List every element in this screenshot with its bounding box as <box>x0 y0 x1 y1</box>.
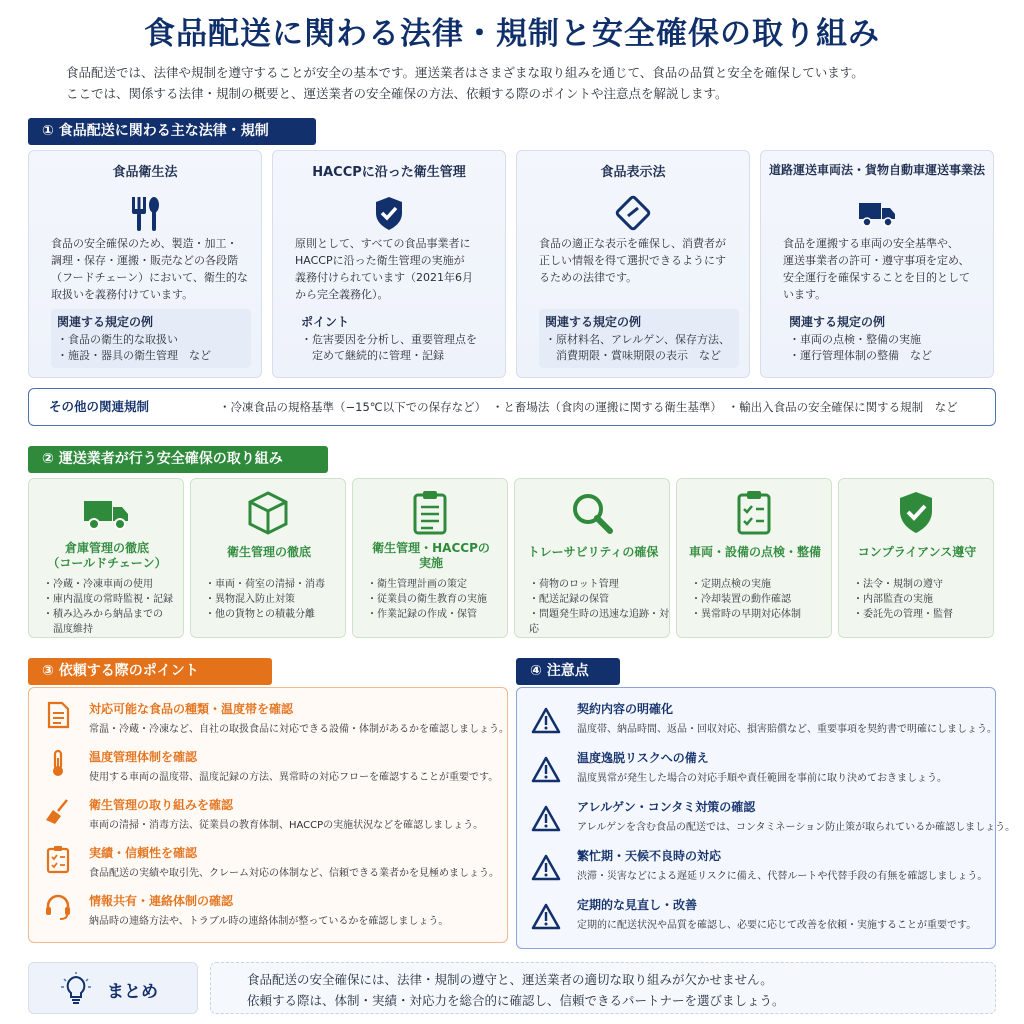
summary-label: まとめ <box>107 982 158 1002</box>
examples-title: 関連する規定の例 <box>57 315 154 329</box>
thermometer-icon <box>43 748 73 778</box>
list-item: ・荷物のロット管理 <box>529 579 619 590</box>
caution-item <box>517 700 995 748</box>
desc-line: 食品を運搬する車両の安全基準や、 <box>783 237 959 250</box>
title-line: コンプライアンス遵守 <box>857 545 977 559</box>
title-line: 車両・設備の点検・整備 <box>688 545 821 559</box>
list-item: ・異常時の早期対応体制 <box>691 609 801 620</box>
point-title: 対応可能な食品の種類・温度帯を確認 <box>89 702 294 716</box>
law-description <box>539 235 739 286</box>
example-item: ・施設・器具の衛生管理 など <box>57 349 211 362</box>
measure-list <box>853 577 993 622</box>
law-examples <box>539 309 739 368</box>
list-item: ・委託先の管理・監督 <box>853 609 953 620</box>
caution-desc: 定期的に配送状況や品質を確認し、必要に応じて改善を依頼・実施することが重要です。 <box>577 920 977 931</box>
magnifier-icon <box>566 487 618 539</box>
desc-line: 調理・保存・運搬・販売などの各段階 <box>51 254 238 267</box>
list-item: ・法令・規制の遵守 <box>853 579 943 590</box>
title-line: （コールドチェーン） <box>47 556 167 570</box>
example-item: 定めて継続的に管理・記録 <box>301 349 444 362</box>
desc-line: 食品の適正な表示を確保し、消費者が <box>539 237 726 250</box>
law-title: HACCPに沿った衛生管理 <box>312 165 466 180</box>
caution-desc: 渋滞・災害などによる遅延リスクに備え、代替ルートや代替手段の有無を確認しましょう。 <box>577 871 988 882</box>
point-desc: 常温・冷蔵・冷凍など、自社の取扱食品に対応できる設備・体制があるかを確認しましょう。 <box>89 724 509 735</box>
page-title: 食品配送に関わる法律・規制と安全確保の取り組み <box>144 16 880 52</box>
point-title: 衛生管理の取り組みを確認 <box>89 798 234 812</box>
example-item: ・車両の点検・整備の実施 <box>789 333 921 346</box>
section-heading-measures: ② 運送業者が行う安全確保の取り組み <box>28 446 328 473</box>
title-line: 倉庫管理の徹底 <box>64 541 149 555</box>
desc-line: から完全義務化）。 <box>295 288 389 301</box>
summary-label-box <box>28 962 198 1014</box>
desc-line: 運送事業者の許可・遵守事項を定め、 <box>783 254 970 267</box>
warning-icon <box>531 706 561 736</box>
point-item <box>29 892 507 940</box>
checklist-icon <box>43 844 73 874</box>
caution-title: 定期的な見直し・改善 <box>577 898 698 912</box>
title-line: 衛生管理の徹底 <box>226 545 311 559</box>
examples-title: 関連する規定の例 <box>545 315 642 329</box>
law-examples <box>295 309 495 368</box>
clipboard-icon <box>404 487 456 539</box>
warning-icon <box>531 902 561 932</box>
broom-icon <box>43 796 73 826</box>
other-text: ・冷凍食品の規格基準（−15℃以下での保存など） ・と畜場法（食肉の運搬に関する衛生基準） ・輸出入食品の安全確保に関する規制 など <box>219 400 958 414</box>
label-tag-icon <box>611 191 655 235</box>
title-line: トレーサビリティの確保 <box>527 545 659 559</box>
section-heading-points: ③ 依頼する際のポイント <box>28 658 272 685</box>
point-desc: 納品時の連絡方法や、トラブル時の連絡体制が整っているかを確認しましょう。 <box>89 916 449 927</box>
law-title: 食品衛生法 <box>112 165 178 180</box>
caution-title: アレルゲン・コンタミ対策の確認 <box>577 800 756 814</box>
measure-list <box>691 577 831 622</box>
law-card <box>760 150 994 378</box>
other-regulations <box>28 388 996 426</box>
example-item: ・食品の衛生的な取扱い <box>57 333 178 346</box>
caution-title: 温度逸脱リスクへの備え <box>577 751 709 765</box>
point-desc: 使用する車両の温度帯、温度記録の方法、異常時の対応フローを確認することが重要です。 <box>89 772 499 783</box>
caution-title: 契約内容の明確化 <box>577 702 674 716</box>
list-item: ・冷蔵・冷凍車両の使用 <box>43 579 153 590</box>
list-item: ・内部監査の実施 <box>853 594 933 605</box>
desc-line: います。 <box>783 288 827 301</box>
intro-text <box>66 62 986 104</box>
list-item: ・定期点検の実施 <box>691 579 771 590</box>
intro-line: ここでは、関係する法律・規制の概要と、運送業者の安全確保の方法、依頼する際のポイントや注意点を解説します。 <box>66 86 728 101</box>
other-label: その他の関連規制 <box>49 399 150 414</box>
lightbulb-icon <box>59 971 93 1007</box>
warning-icon <box>531 755 561 785</box>
desc-line: 義務付けられています（2021年6月 <box>295 271 473 284</box>
example-item: ・運行管理体制の整備 など <box>789 349 932 362</box>
caution-item <box>517 798 1016 846</box>
measure-card <box>190 478 346 638</box>
measure-card <box>28 478 184 638</box>
intro-line: 食品配送では、法律や規制を遵守することが安全の基本です。運送業者はさまざまな取り組みを通じて、食品の品質と安全を確保しています。 <box>66 65 864 80</box>
list-item: ・積み込みから納品までの <box>43 609 163 620</box>
desc-line: 安全運行を確保することを目的として <box>783 271 970 284</box>
summary-text-box <box>210 962 996 1014</box>
measure-card <box>514 478 670 638</box>
law-description <box>295 235 495 303</box>
list-item: ・異物混入防止対策 <box>205 594 295 605</box>
law-card <box>272 150 506 378</box>
caution-item <box>517 896 995 944</box>
desc-line: 取扱いを義務付けています。 <box>51 288 194 301</box>
law-card <box>516 150 750 378</box>
point-item <box>29 748 507 796</box>
headset-icon <box>43 892 73 922</box>
measure-title <box>195 545 343 560</box>
point-desc: 食品配送の実績や取引先、クレーム対応の体制など、信頼できる業者かを見極めましょう。 <box>89 868 499 879</box>
cautions-panel <box>516 687 1016 949</box>
caution-desc: 温度異常が発生した場合の対応手順や責任範囲を事前に取り決めておきましょう。 <box>577 773 947 784</box>
shield-check-icon <box>890 487 942 539</box>
law-description <box>51 235 251 303</box>
list-item: ・作業記録の作成・保管 <box>367 609 477 620</box>
summary-line: 食品配送の安全確保には、法律・規制の遵守と、運送業者の適切な取り組みが欠かせません。 <box>247 972 773 987</box>
list-item: ・車両・荷室の清掃・消毒 <box>205 579 325 590</box>
example-item: 消費期限・賞味期限の表示 など <box>545 349 721 362</box>
fork-spoon-icon <box>123 191 167 235</box>
measure-list <box>205 577 345 622</box>
law-description <box>783 235 983 303</box>
box-icon <box>242 487 294 539</box>
list-item: ・従業員の衛生教育の実施 <box>367 594 487 605</box>
example-item: ・危害要因を分析し、重要管理点を <box>301 333 477 346</box>
desc-line: （フードチェーン）において、衛生的な <box>51 271 248 284</box>
measure-list <box>43 577 183 637</box>
measure-title <box>33 541 181 571</box>
example-item: ・原材料名、アレルゲン、保存方法、 <box>545 333 730 346</box>
list-item: ・問題発生時の迅速な追跡・対応 <box>529 609 669 635</box>
list-item: ・配送記録の保管 <box>529 594 609 605</box>
list-item: 温度維持 <box>43 624 93 635</box>
measure-title <box>519 545 667 560</box>
examples-title: 関連する規定の例 <box>789 315 886 329</box>
summary-line: 依頼する際は、体制・実績・対応力を総合的に確認し、信頼できるパートナーを選びましょう。 <box>247 993 785 1008</box>
measure-card <box>838 478 994 638</box>
section-heading-laws: ① 食品配送に関わる主な法律・規制 <box>28 118 316 145</box>
measure-title <box>357 541 505 571</box>
point-item <box>29 700 507 748</box>
title-line: 実施 <box>418 556 443 570</box>
point-item <box>29 844 507 892</box>
caution-desc: アレルゲンを含む食品の配送では、コンタミネーション防止策が取られているか確認しましょう。 <box>577 822 1016 833</box>
checklist-icon <box>728 487 780 539</box>
truck-icon <box>80 487 132 539</box>
point-item <box>29 796 507 844</box>
point-title: 情報共有・連絡体制の確認 <box>89 894 234 908</box>
title-line: 衛生管理・HACCPの <box>372 541 490 555</box>
points-panel <box>28 687 508 943</box>
point-desc: 車両の清掃・消毒方法、従業員の教育体制、HACCPの実施状況などを確認しましょう。 <box>89 820 484 831</box>
point-title: 実績・信頼性を確認 <box>89 846 198 860</box>
desc-line: 正しい情報を得て選択できるようにす <box>539 254 726 267</box>
caution-desc: 温度帯、納品時間、返品・回収対応、損害賠償など、重要事項を契約書で明確にしましょう。 <box>577 724 997 735</box>
truck-icon <box>855 191 899 235</box>
law-title: 道路運送車両法・貨物自動車運送事業法 <box>768 163 985 177</box>
desc-line: 食品の安全確保のため、製造・加工・ <box>51 237 238 250</box>
caution-item <box>517 749 995 797</box>
section-heading-cautions: ④ 注意点 <box>516 658 620 685</box>
measure-card <box>352 478 508 638</box>
list-item: ・庫内温度の常時監視・記録 <box>43 594 173 605</box>
law-card <box>28 150 262 378</box>
desc-line: るための法律です。 <box>539 271 638 284</box>
caution-title: 繁忙期・天候不良時の対応 <box>577 849 722 863</box>
desc-line: 原則として、すべての食品事業者に <box>295 237 471 250</box>
measure-card <box>676 478 832 638</box>
list-item: ・他の貨物との積載分離 <box>205 609 315 620</box>
shield-check-icon <box>367 191 411 235</box>
measure-list <box>367 577 507 622</box>
law-examples <box>783 309 983 368</box>
law-title: 食品表示法 <box>600 165 666 180</box>
list-item: ・冷却装置の動作確認 <box>691 594 791 605</box>
measure-title <box>681 545 829 560</box>
examples-title: ポイント <box>301 315 350 329</box>
warning-icon <box>531 853 561 883</box>
law-examples <box>51 309 251 368</box>
document-icon <box>43 700 73 730</box>
desc-line: HACCPに沿った衛生管理の実施が <box>295 254 465 267</box>
point-title: 温度管理体制を確認 <box>89 750 198 764</box>
measure-title <box>843 545 991 560</box>
measure-list <box>529 577 669 637</box>
warning-icon <box>531 804 561 834</box>
list-item: ・衛生管理計画の策定 <box>367 579 467 590</box>
caution-item <box>517 847 995 895</box>
